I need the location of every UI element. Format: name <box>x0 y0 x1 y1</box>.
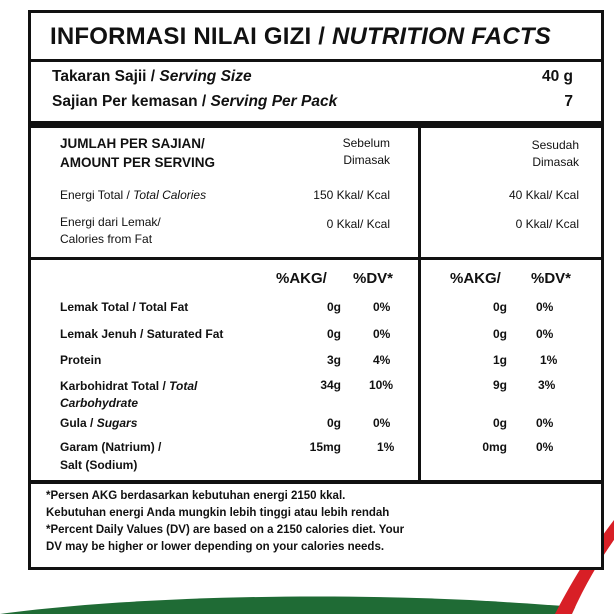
saturated-fat-after-akg: 0g <box>492 327 507 341</box>
divider-bottom <box>31 480 601 484</box>
total-fat-before-akg: 0g <box>326 300 341 314</box>
total-fat-after-akg: 0g <box>492 300 507 314</box>
fat-energy-before: 0 Kkal/ Kcal <box>326 217 390 231</box>
footnote: *Persen AKG berdasarkan kebutuhan energi 2150 kkal. Kebutuhan energi Anda mungkin lebih tinggi atau lebih rendah *Percent Daily Values (DV) are based on a 2150 calories diet. Your DV may be higher or lower depending on your calories needs. <box>46 490 405 553</box>
nutrient-label-carbohydrate: Karbohidrat Total / Total Carbohydrate <box>60 379 198 410</box>
nutrient-label-salt: Garam (Natrium) / Salt (Sodium) <box>60 440 162 472</box>
carbohydrate-after-dv: 3% <box>538 378 556 392</box>
protein-before-dv: 4% <box>373 353 391 367</box>
carbohydrate-before-akg: 34g <box>320 378 341 392</box>
saturated-fat-after-dv: 0% <box>536 327 554 341</box>
after-cooking-header: Sesudah Dimasak <box>531 138 579 169</box>
salt-before-akg: 15mg <box>309 440 341 454</box>
nutrition-facts-label <box>28 10 604 570</box>
total-fat-after-dv: 0% <box>536 300 554 314</box>
energy-total-label: Energi Total / Total Calories <box>60 188 207 202</box>
title-text: INFORMASI NILAI GIZI / <box>50 23 332 50</box>
nutrient-label-saturated-fat: Lemak Jenuh / Saturated Fat <box>60 327 224 341</box>
label-title <box>50 23 551 51</box>
servings-per-pack-label: Sajian Per kemasan / Serving Per Pack <box>52 93 338 110</box>
salt-after-akg: 0mg <box>482 440 507 454</box>
total-fat-before-dv: 0% <box>373 300 391 314</box>
salt-after-dv: 0% <box>536 440 554 454</box>
carbohydrate-after-akg: 9g <box>492 378 507 392</box>
before-cooking-header: Sebelum Dimasak <box>342 136 390 167</box>
akg-header-before: %AKG/ <box>276 270 327 287</box>
thick-divider-top <box>31 121 601 128</box>
protein-after-dv: 1% <box>540 353 558 367</box>
dv-header-before: %DV* <box>353 270 394 287</box>
sugars-before-akg: 0g <box>326 416 341 430</box>
saturated-fat-before-dv: 0% <box>373 327 391 341</box>
protein-after-akg: 1g <box>492 353 507 367</box>
nutrient-label-protein: Protein <box>60 353 102 367</box>
saturated-fat-before-akg: 0g <box>326 327 341 341</box>
sugars-after-dv: 0% <box>536 416 554 430</box>
title-divider <box>31 59 601 62</box>
salt-before-dv: 1% <box>377 440 395 454</box>
divider-middle <box>31 257 601 260</box>
dv-header-after: %DV* <box>531 270 572 287</box>
sugars-before-dv: 0% <box>373 416 391 430</box>
fat-energy-after: 0 Kkal/ Kcal <box>515 217 579 231</box>
column-separator <box>418 128 421 483</box>
serving-size-label: Takaran Sajii / Serving Size <box>52 68 252 85</box>
nutrient-label-total-fat: Lemak Total / Total Fat <box>60 300 189 314</box>
amount-per-serving-heading: JUMLAH PER SAJIAN/ AMOUNT PER SERVING <box>60 136 216 170</box>
energy-before: 150 Kkal/ Kcal <box>313 188 390 202</box>
servings-per-pack-value: 7 <box>564 93 573 110</box>
carbohydrate-before-dv: 10% <box>369 378 394 392</box>
sugars-after-akg: 0g <box>492 416 507 430</box>
serving-size-value: 40 g <box>541 68 573 85</box>
energy-after: 40 Kkal/ Kcal <box>508 188 579 202</box>
energy-from-fat-label: Energi dari Lemak/ Calories from Fat <box>60 215 161 246</box>
title-italic-text: NUTRITION FACTS <box>331 23 551 50</box>
akg-header-after: %AKG/ <box>450 270 501 287</box>
nutrient-label-sugars: Gula / Sugars <box>60 416 138 430</box>
protein-before-akg: 3g <box>326 353 341 367</box>
